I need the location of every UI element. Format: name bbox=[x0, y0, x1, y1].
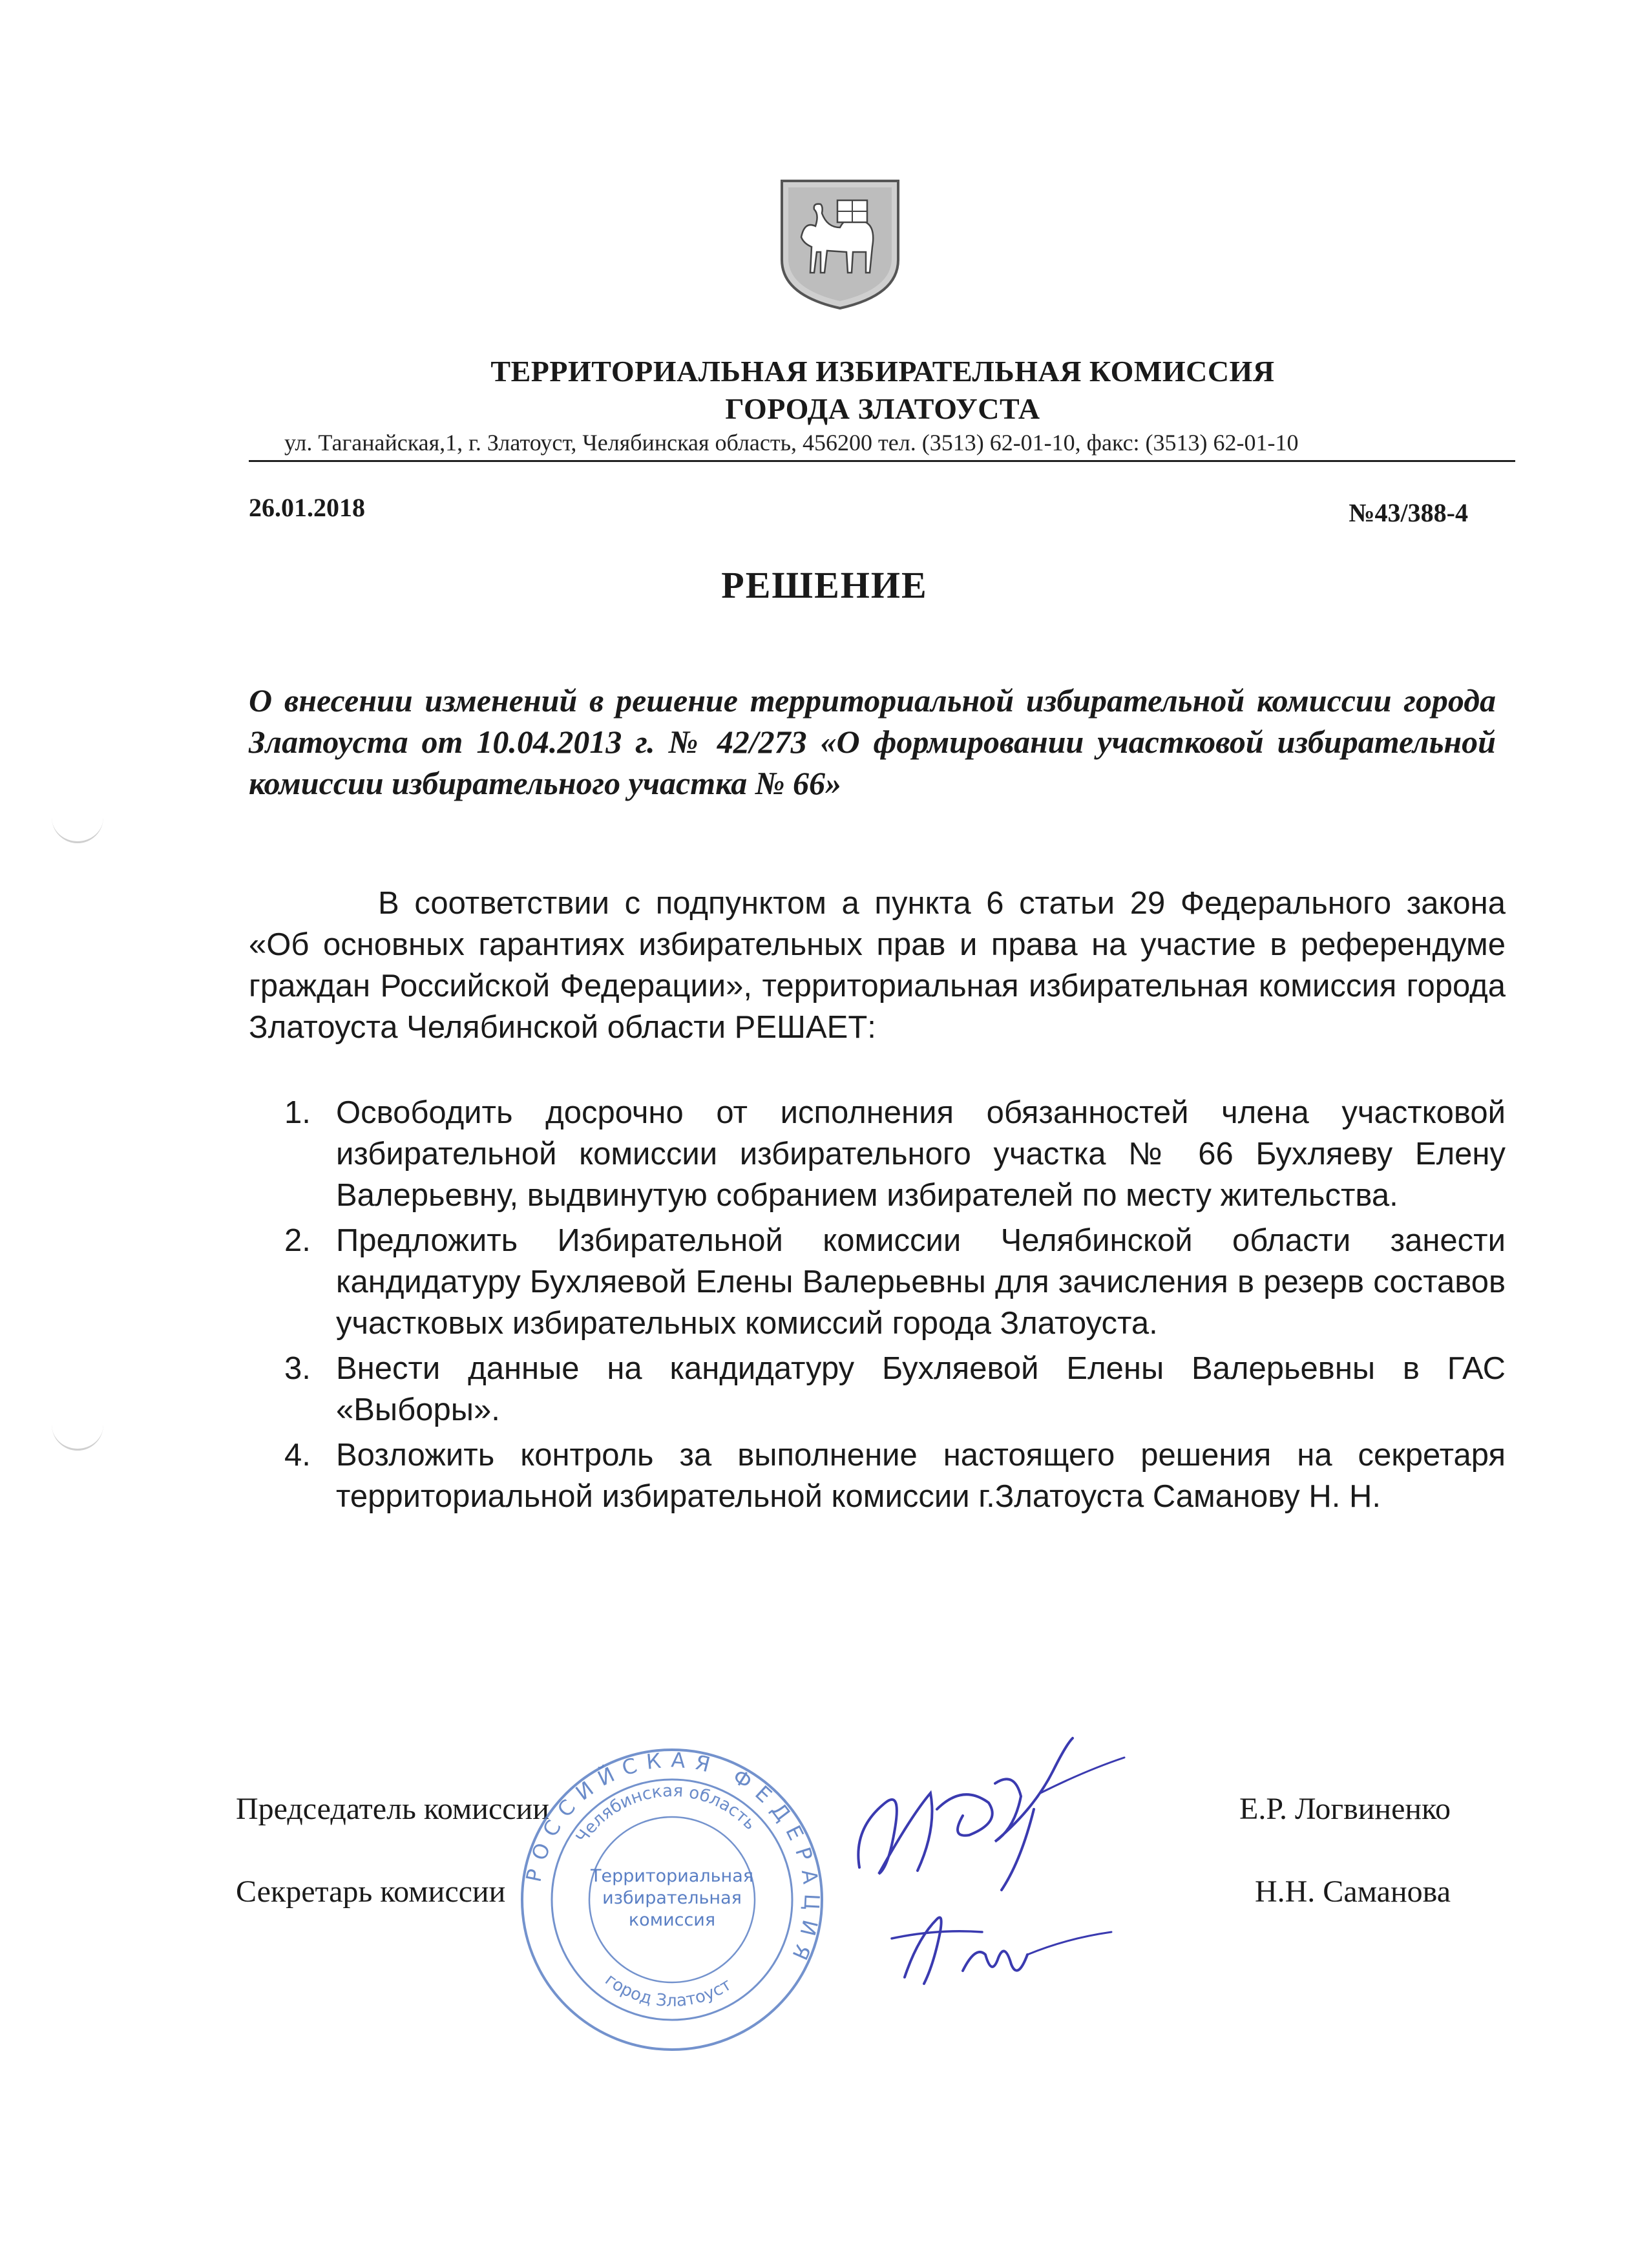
document-date: 26.01.2018 bbox=[249, 493, 365, 522]
item-number: 4. bbox=[284, 1438, 311, 1473]
header-divider bbox=[249, 460, 1515, 462]
list-item bbox=[284, 1220, 1506, 1344]
stamp-city-text: город Златоуст bbox=[601, 1969, 735, 2011]
decision-items bbox=[284, 1092, 1506, 1521]
document-number: №43/388-4 bbox=[1349, 498, 1468, 527]
svg-text:РОССИЙСКАЯ ФЕДЕРАЦИЯ bbox=[521, 1747, 824, 1971]
camel-coat-of-arms-icon bbox=[775, 176, 905, 311]
document-subject: О внесении изменений в решение территориальной избирательной комиссии города Златоуста от 10.04.2013 г. № 42/273 «О формировании участковой избирательной комиссии избирательного участка № 66» bbox=[249, 682, 1496, 801]
document-title: РЕШЕНИЕ bbox=[721, 564, 928, 606]
punch-hole-mark bbox=[52, 815, 103, 843]
list-item bbox=[284, 1434, 1506, 1517]
stamp-center-line: избирательная bbox=[602, 1888, 742, 1908]
organization-name: ТЕРРИТОРИАЛЬНАЯ ИЗБИРАТЕЛЬНАЯ КОМИССИЯ bbox=[490, 355, 1275, 388]
stamp-region-text: Челябинская область bbox=[572, 1781, 760, 1847]
secretary-handwritten-signature bbox=[879, 1893, 1124, 1990]
item-number: 1. bbox=[284, 1095, 311, 1130]
svg-text:город Златоуст bbox=[602, 1970, 735, 2011]
item-text: Освободить досрочно от исполнения обязанностей члена участковой избирательной комиссии избирательного участка № 66 Бухляеву Елену Валерьевну, выдвинутую собранием избирателей по месту жительства. bbox=[336, 1095, 1506, 1213]
stamp-center-line: Территориальная bbox=[590, 1866, 754, 1886]
list-item bbox=[284, 1092, 1506, 1216]
organization-city: ГОРОДА ЗЛАТОУСТА bbox=[725, 392, 1040, 425]
official-stamp bbox=[517, 1745, 827, 2055]
chair-handwritten-signature bbox=[840, 1732, 1137, 1900]
item-number: 2. bbox=[284, 1223, 311, 1258]
list-item bbox=[284, 1348, 1506, 1431]
item-text: Предложить Избирательной комиссии Челябинской области занести кандидатуру Бухляевой Елены Валерьевны для зачисления в резерв составов участковых избирательных комиссий города Златоуста. bbox=[336, 1223, 1506, 1341]
organization-address: ул. Таганайская,1, г. Златоуст, Челябинская область, 456200 тел. (3513) 62-01-10, факс: (3513) 62-01-10 bbox=[284, 430, 1299, 456]
chair-role: Председатель комиссии bbox=[236, 1792, 549, 1826]
stamp-outer-text: РОССИЙСКАЯ ФЕДЕРАЦИЯ bbox=[521, 1747, 824, 1972]
item-text: Возложить контроль за выполнение настоящего решения на секретаря территориальной избирательной комиссии г.Златоуста Саманову Н. Н. bbox=[336, 1438, 1506, 1514]
item-text: Внести данные на кандидатуру Бухляевой Елены Валерьевны в ГАС «Выборы». bbox=[336, 1351, 1506, 1427]
secretary-role: Секретарь комиссии bbox=[236, 1874, 506, 1909]
punch-hole-mark bbox=[52, 1423, 103, 1451]
chair-name: Е.Р. Логвиненко bbox=[1239, 1792, 1451, 1826]
stamp-center-line: комиссия bbox=[628, 1910, 716, 1930]
secretary-name: Н.Н. Саманова bbox=[1254, 1874, 1451, 1909]
document-preamble: В соответствии с подпунктом а пункта 6 статьи 29 Федерального закона «Об основных гарантиях избирательных прав и права на участие в референдуме граждан Российской Федерации», территориальная избирательная комиссия города Златоуста Челябинской области РЕШАЕТ: bbox=[249, 886, 1506, 1045]
item-number: 3. bbox=[284, 1351, 311, 1386]
